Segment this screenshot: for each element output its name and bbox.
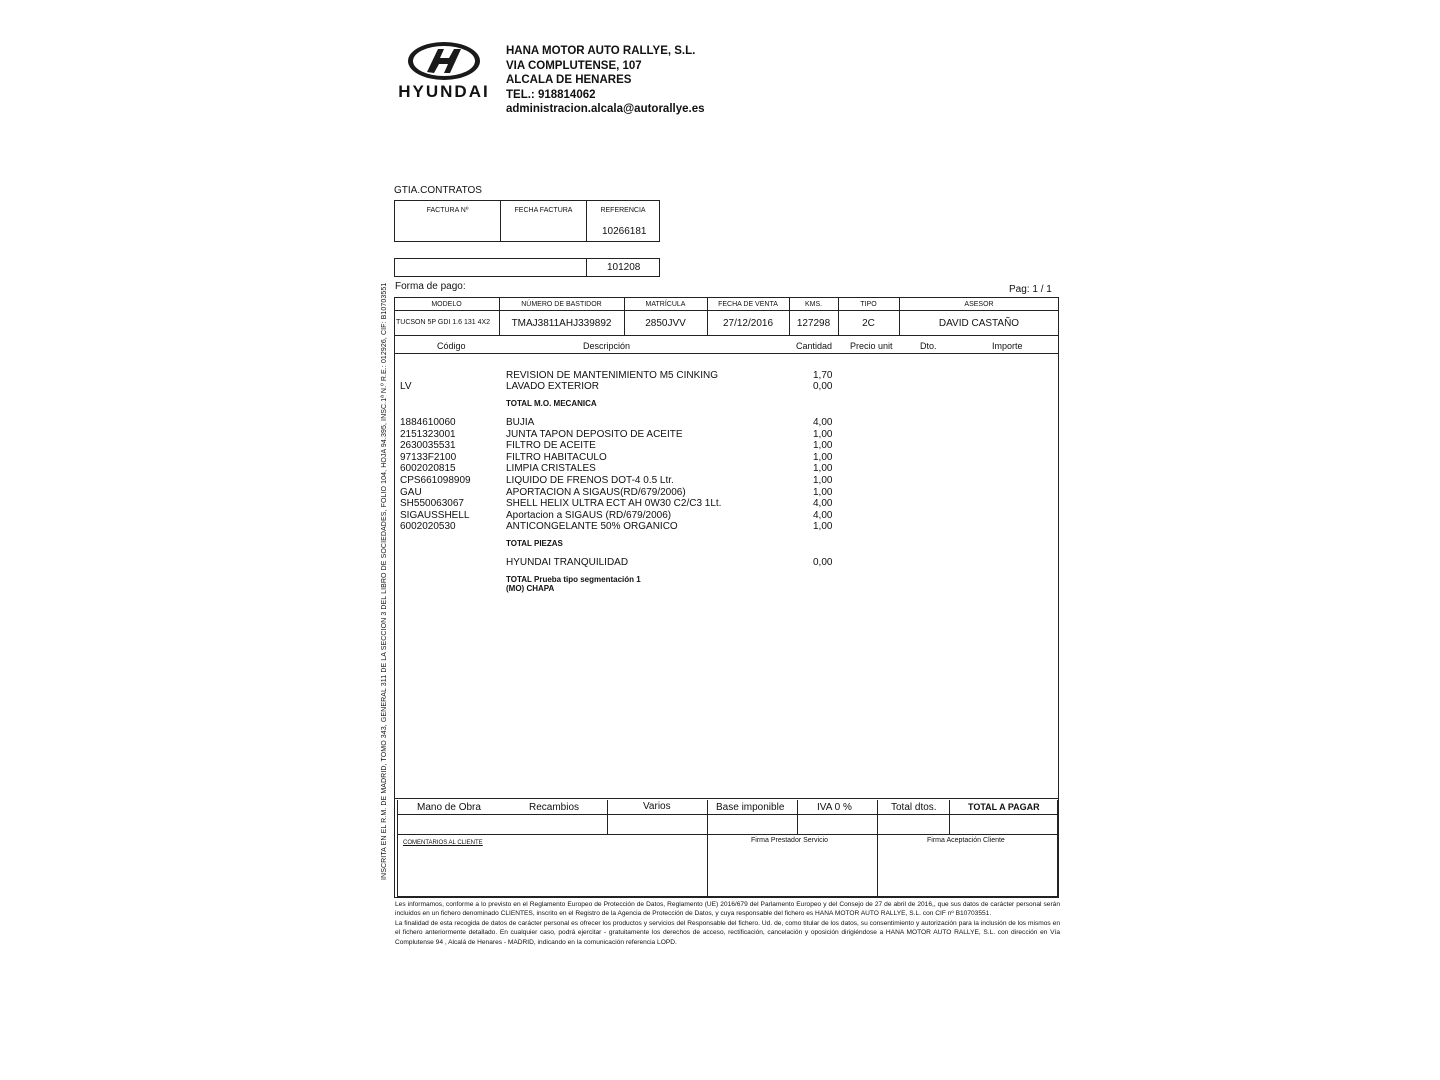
hyundai-logo (394, 40, 494, 102)
forma-pago-label: Forma de pago: (395, 281, 466, 292)
line-desc: APORTACION A SIGAUS(RD/679/2006) (506, 487, 686, 498)
total-base-label: Base imponible (716, 802, 785, 813)
total-a-pagar-label: TOTAL A PAGAR (968, 802, 1040, 812)
lines-col-codigo: Código (437, 341, 466, 351)
col-matricula: MATRÍCULA (645, 301, 686, 308)
line-desc: LAVADO EXTERIOR (506, 381, 599, 392)
line-code: 2630035531 (400, 440, 456, 451)
total-varios-label: Varios (643, 801, 671, 812)
line-code: 6002020815 (400, 463, 456, 474)
line-desc: LIQUIDO DE FRENOS DOT-4 0.5 Ltr. (506, 475, 674, 486)
vehicle-tipo: 2C (862, 318, 875, 329)
line-desc: HYUNDAI TRANQUILIDAD (506, 557, 629, 568)
line-qty: 1,00 (813, 475, 833, 486)
line-code: 6002020530 (400, 521, 456, 532)
line-code: LV (400, 381, 412, 392)
factura-label: FACTURA Nº (426, 207, 469, 214)
legal-notice (395, 900, 1060, 947)
col-tipo: TIPO (860, 301, 877, 308)
legal-paragraph: La finalidad de esta recogida de datos de carácter personal es ofrecer los productos y servicios del Responsable del fichero. Ud. de, como titular de los datos, su consentimiento y autorización para la inclusión de los mismos en el fichero anteriormente detallado. En cualquier caso, podrá ejercitar - gratuitamente los derechos de acceso, rectificación, cancelación y oposición dirigiéndose a HANA MOTOR AUTO RALLYE, S.L. con dirección en Vía Complutense 94 , Alcalá de Henares - MADRID, indicando en la comunicación referencia LOPD. (395, 919, 1060, 946)
lines-col-cantidad: Cantidad (796, 341, 833, 351)
line-desc: Aportacion a SIGAUS (RD/679/2006) (506, 510, 672, 521)
line-qty: 1,00 (813, 487, 833, 498)
firma-cliente-label: Firma Aceptación Cliente (927, 837, 1005, 844)
line-desc: FILTRO DE ACEITE (506, 440, 596, 451)
line-qty: 4,00 (813, 498, 833, 509)
line-qty: 1,00 (813, 521, 833, 532)
referencia-value: 10266181 (602, 226, 647, 237)
company-info (506, 44, 705, 117)
total-mano-obra-label: Mano de Obra (417, 802, 481, 813)
line-qty: 1,00 (813, 429, 833, 440)
lines-col-precio: Precio unit (850, 341, 893, 351)
company-phone: TEL.: 918814062 (506, 88, 596, 101)
fecha-factura-label: FECHA FACTURA (514, 207, 573, 214)
lines-col-dto: Dto. (920, 341, 937, 351)
subtotal-piezas: TOTAL PIEZAS (506, 539, 563, 548)
line-desc: LIMPIA CRISTALES (506, 463, 596, 474)
line-qty: 0,00 (813, 557, 833, 568)
subtotal-prueba: TOTAL Prueba tipo segmentación 1 (506, 575, 641, 584)
legal-paragraph: Les informamos, conforme a lo previsto en el Reglamento Europeo de Protección de Datos, Reglamento (UE) 2016/679 del Parlamento Europeo y del Consejo de 27 de abril de 2016,, que sus datos de carácter personal serán incluidos en un fichero denominado CLIENTES, inscrito en el Registro de la Agencia de Protección de Datos, y cuya responsable del fichero es HANA MOTOR AUTO RALLYE, S.L. con CIF nº B10703551. (395, 901, 1060, 918)
col-fecha-venta: FECHA DE VENTA (718, 301, 778, 308)
subtotal-prueba-chapa: (MO) CHAPA (506, 584, 555, 593)
registry-side-note: INSCRITA EN EL R.M. DE MADRID, TOMO 343, GENERAL 311 DE LA SECCION 3 DEL LIBRO DE SOCIEDADES, FOLIO 104, HOJA 94.395, INSC.1ª N.º R.E.: 012926, CIF: B10703551 (381, 282, 388, 880)
total-dtos-label: Total dtos. (891, 802, 937, 813)
line-desc: JUNTA TAPON DEPOSITO DE ACEITE (506, 429, 683, 440)
col-asesor: ASESOR (964, 301, 994, 308)
client-code-box (394, 258, 660, 276)
vehicle-matricula: 2850JVV (645, 318, 686, 329)
line-desc: ANTICONGELANTE 50% ORGANICO (506, 521, 678, 532)
line-qty: 1,70 (813, 370, 833, 381)
line-desc: FILTRO HABITACULO (506, 452, 607, 463)
client-code-value: 101208 (607, 262, 641, 273)
firma-prestador-label: Firma Prestador Servicio (751, 837, 829, 844)
total-iva-label: IVA 0 % (817, 802, 852, 813)
line-qty: 0,00 (813, 381, 833, 392)
referencia-label: REFERENCIA (600, 207, 646, 214)
line-code: 97133F2100 (400, 452, 457, 463)
company-email: administracion.alcala@autorallye.es (506, 103, 705, 115)
line-desc: BUJIA (506, 417, 535, 428)
line-code: SIGAUSSHELL (400, 510, 470, 521)
line-code: 1884610060 (400, 417, 456, 428)
brand-wordmark: HYUNDAI (398, 82, 490, 101)
total-recambios-label: Recambios (529, 802, 580, 813)
vehicle-modelo: TUCSON 5P GDI 1.6 131 4X2 (396, 319, 491, 326)
company-address: VIA COMPLUTENSE, 107 (506, 59, 642, 72)
vehicle-bastidor: TMAJ3811AHJ339892 (511, 318, 612, 329)
line-qty: 1,00 (813, 452, 833, 463)
line-qty: 1,00 (813, 440, 833, 451)
vehicle-kms: 127298 (796, 318, 831, 329)
line-qty: 4,00 (813, 417, 833, 428)
line-code: 2151323001 (400, 429, 456, 440)
line-desc: SHELL HELIX ULTRA ECT AH 0W30 C2/C3 1Lt. (506, 498, 722, 509)
col-modelo: MODELO (431, 301, 462, 308)
subtotal-mo: TOTAL M.O. MECANICA (506, 399, 597, 408)
company-city: ALCALA DE HENARES (506, 74, 632, 86)
vehicle-fecha-venta: 27/12/2016 (722, 318, 774, 329)
vehicle-asesor: DAVID CASTAÑO (938, 318, 1020, 329)
comentarios-label: COMENTARIOS AL CLIENTE (403, 840, 483, 846)
line-qty: 1,00 (813, 463, 833, 474)
page-number: Pag: 1 / 1 (1009, 284, 1052, 295)
col-kms: KMS. (804, 301, 823, 308)
line-code: SH550063067 (400, 498, 464, 509)
document-type: GTIA.CONTRATOS (394, 185, 482, 196)
line-code: GAU (400, 487, 422, 498)
line-qty: 4,00 (813, 510, 833, 521)
line-code: CPS661098909 (400, 475, 471, 486)
company-name: HANA MOTOR AUTO RALLYE, S.L. (506, 45, 696, 57)
col-bastidor: NÚMERO DE BASTIDOR (521, 301, 602, 308)
invoice-header-box (394, 200, 660, 242)
line-desc: REVISION DE MANTENIMIENTO M5 CINKING (506, 370, 719, 381)
lines-col-importe: Importe (992, 341, 1023, 351)
lines-col-descripcion: Descripción (583, 341, 631, 351)
